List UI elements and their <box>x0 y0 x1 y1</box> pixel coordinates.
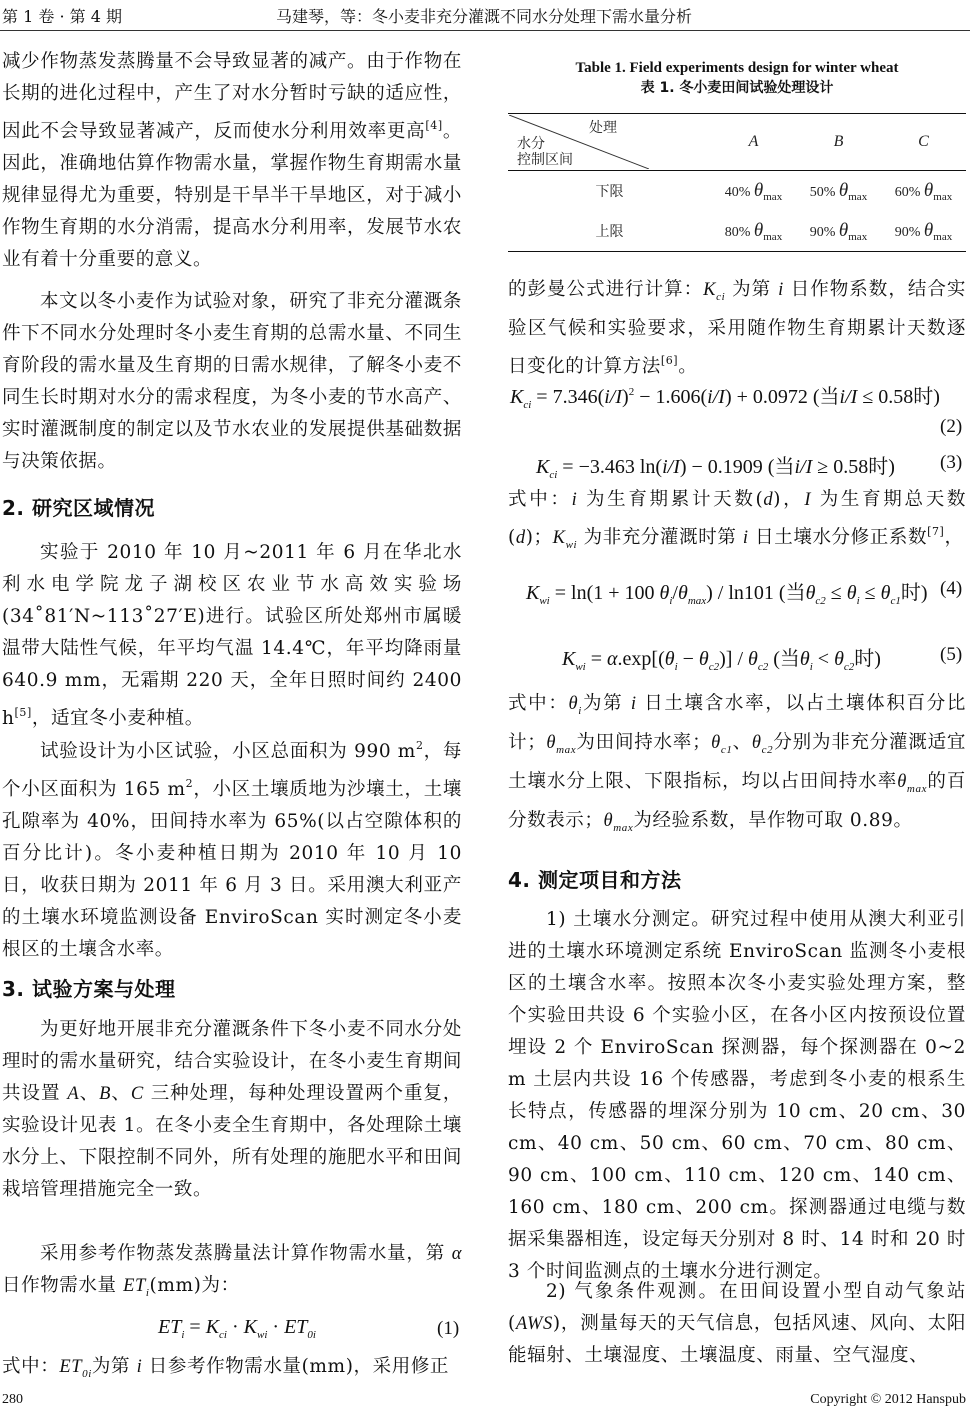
subscript: c2 <box>815 595 826 607</box>
corner-label-treatment: 处理 <box>589 121 617 136</box>
paragraph <box>2 286 462 478</box>
math-italic: i <box>630 694 637 714</box>
math-italic: i <box>778 280 784 300</box>
table-caption-en: Table 1. Field experiments design for winter wheat <box>575 60 899 76</box>
subscript: max <box>556 744 577 756</box>
row-label: 下限 <box>595 185 624 200</box>
math-italic: θ <box>748 648 758 670</box>
copyright: Copyright © 2012 Hanspub <box>810 1392 966 1407</box>
math-italic: α <box>607 648 618 670</box>
table-caption-zh: 表 1. 冬小麦田间试验处理设计 <box>640 80 834 96</box>
superscript: [7] <box>927 525 945 538</box>
journal-issue: 第 1 卷 · 第 4 期 <box>2 7 122 26</box>
text-run: 。 <box>678 356 698 377</box>
text-run: 为经验系数，旱作物可取 0.89。 <box>633 810 913 831</box>
text-run: 为非充分灌溉时第 <box>577 527 743 548</box>
table-row <box>508 171 966 212</box>
text-run: = 7.346( <box>531 386 605 408</box>
math-italic: θ <box>846 582 857 604</box>
math-italic: K <box>536 456 550 478</box>
text-run: 日作物需水量 <box>2 1275 124 1296</box>
table-header-row <box>508 114 966 171</box>
page-number: 280 <box>2 1392 23 1407</box>
table-corner-cell <box>508 114 711 171</box>
text-run: · <box>267 1316 285 1338</box>
text-run: = <box>585 648 608 670</box>
text-run: )] / <box>719 648 749 670</box>
text-run: = ln(1 + 100 <box>549 582 660 604</box>
text-run: 试验设计为小区试验，小区总面积为 990 m <box>40 741 416 762</box>
text-run: (mm)为： <box>149 1275 240 1296</box>
section-heading: 4. 测定项目和方法 <box>508 868 682 892</box>
subscript: max <box>933 190 953 203</box>
section-heading: 2. 研究区域情况 <box>2 496 155 520</box>
math-italic: i/I <box>662 456 680 478</box>
math-italic: i/I <box>839 386 858 408</box>
corner-label-water: 水分 <box>517 137 545 152</box>
paragraph <box>508 484 966 561</box>
superscript: 2 <box>185 777 194 790</box>
text-run: ≤ <box>859 582 881 604</box>
math-italic: θ <box>664 648 675 670</box>
column-header: A <box>748 133 759 150</box>
text-run: / <box>672 582 678 604</box>
math-italic: ET <box>123 1276 146 1296</box>
text-run: = −3.463 ln( <box>557 456 663 478</box>
percent-value: 60% <box>894 184 921 200</box>
subscript: max <box>848 190 868 203</box>
text-run: ) + 0.0972 (当 <box>724 386 840 408</box>
text-run: 为生育期累计天数( <box>577 489 764 510</box>
math-italic: θ <box>677 582 688 604</box>
math-italic: θ <box>546 733 557 753</box>
text-run: ) / ln101 (当 <box>706 582 806 604</box>
math-italic: θ <box>698 648 709 670</box>
text-run: 2) 气象条件观测。在田间设置小型自动气象站( <box>508 1281 966 1334</box>
text-run: 实验于 2010 年 10 月~2011 年 6 月在华北水利水电学院龙子湖校区农业节水高效实验场(34˚81′N~113˚27′E)进行。试验区所处郑州市属暖温带大陆性气候，年平均气温 14.4℃，年平均降雨量 640.9 mm，无霜期 220 天，全年日照时间约 2400 h <box>2 542 462 729</box>
superscript: [5] <box>14 706 32 719</box>
equation-number: (3) <box>940 452 963 473</box>
text-run: 。因此，准确地估算作物需水量，掌握作物生育期需水量规律显得尤为重要，特别是干旱半干旱地区，对于减小作物生育期的水分消需，提高水分利用率，发展节水农业有着十分重要的意义。 <box>2 121 462 270</box>
equation-number: (4) <box>940 578 963 599</box>
table-cell <box>711 211 796 252</box>
subscript: max <box>763 230 783 243</box>
text-run: )，测量每天的天气信息，包括风速、风向、太阳能辐射、土壤湿度、土壤温度、雨量、空气湿度、 <box>508 1313 966 1366</box>
equation-1 <box>158 1316 316 1341</box>
math-italic: I <box>804 490 812 510</box>
text-run: ) <box>622 386 629 408</box>
math-italic: i/I <box>794 456 813 478</box>
math-italic: θ <box>568 694 579 714</box>
paragraph <box>508 688 966 844</box>
column-header: C <box>918 133 929 150</box>
math-italic: θ <box>880 582 891 604</box>
text-run: < <box>812 648 835 670</box>
math-italic: K <box>552 528 566 548</box>
subscript: wi <box>257 1329 268 1341</box>
theta-symbol: θ <box>838 219 849 241</box>
text-run: 为第 <box>91 1356 137 1377</box>
percent-value: 80% <box>724 224 751 240</box>
text-run: − <box>677 648 699 670</box>
subscript: max <box>906 783 928 795</box>
text-run: · <box>226 1316 244 1338</box>
text-run: )； <box>525 527 553 548</box>
subscript: c2 <box>843 661 855 673</box>
subscript: ci <box>219 1329 227 1341</box>
math-italic: K <box>526 582 540 604</box>
theta-symbol: θ <box>753 219 764 241</box>
text-run: 、 <box>732 732 752 753</box>
text-run: 为田间持水率； <box>576 732 712 753</box>
math-italic: d <box>515 528 526 548</box>
text-run: ，适宜冬小麦种植。 <box>31 708 204 729</box>
subscript: max <box>687 595 707 607</box>
superscript: 2 <box>415 739 424 752</box>
experiment-design-table <box>508 113 966 252</box>
math-italic: θ <box>805 582 816 604</box>
math-italic: i <box>742 528 749 548</box>
paragraph <box>508 1276 966 1372</box>
math-italic: ET <box>284 1316 308 1338</box>
subscript: max <box>613 822 634 834</box>
text-run: 采用参考作物蒸发蒸腾量法计算作物需水量，第 <box>40 1243 452 1264</box>
text-run: 1) 土壤水分测定。研究过程中使用从澳大利亚引进的土壤水环境测定系统 EnviroScan 监测冬小麦根区的土壤含水率。按照本次冬小麦实验处理方案，整个实验田共设 6 个实验小区，在各小区内按预设位置埋设 2 个 EnviroScan 探测器，每个探测器在 0~2 m 土层内共设 16 个传感器，考虑到冬小麦的根系生长特点，传感器的埋深分别为 10 cm、20 cm、30 cm、40 cm、50 cm、60 cm、70 cm、80 cm、90 cm、100 cm、110 cm、120 cm、140 cm、160 cm、180 cm、200 cm。探测器通过电缆与数据采集器相连，设定每天分别对 8 时、14 时和 20 时 3 个时间监测点的土壤水分进行测定。 <box>508 909 966 1282</box>
table-row <box>508 211 966 252</box>
text-run: 日作物系数，结合实验区气候和实验要求，采用随作物生育期累计天数逐日变化的计算方法 <box>508 279 966 377</box>
subscript: i <box>856 595 860 607</box>
percent-value: 90% <box>809 224 836 240</box>
text-run: 式中： <box>508 693 569 714</box>
table-cell <box>796 171 881 212</box>
text-run: 、 <box>79 1083 100 1104</box>
paragraph <box>2 730 462 966</box>
math-italic: K <box>510 386 524 408</box>
text-run: ≤ <box>825 582 847 604</box>
percent-value: 90% <box>894 224 921 240</box>
math-italic: K <box>243 1316 257 1338</box>
text-run: ，小区土壤质地为沙壤土，土壤孔隙率为 40%，田间持水率为 65%(以占空隙体积的百分比计)。冬小麦种植日期为 2010 年 10 月 10 日，收获日期为 2011 年 6 月 3 日。采用澳大利亚产的土壤水环境监测设备 EnviroScan 实时测定冬小麦根区的土壤含水率。 <box>2 779 462 960</box>
theta-symbol: θ <box>923 219 934 241</box>
text-run: 三种处理，每种处理设置两个重复，实验设计见表 1。在冬小麦全生育期中，各处理除土壤水分上、下限控制不同外，所有处理的施肥水平和田间栽培管理措施完全一致。 <box>2 1083 463 1200</box>
table-cell <box>881 171 966 212</box>
math-italic: K <box>703 280 717 300</box>
theta-symbol: θ <box>923 179 934 201</box>
math-italic: A <box>67 1084 80 1104</box>
subscript: i <box>145 1287 150 1299</box>
subscript: c1 <box>890 595 901 607</box>
math-italic: i <box>571 490 578 510</box>
math-italic: α <box>451 1244 462 1264</box>
subscript: wi <box>539 595 550 607</box>
text-run: ≥ 0.58时) <box>812 456 895 478</box>
math-italic: i <box>136 1357 143 1377</box>
subscript: ci <box>716 291 726 303</box>
math-italic: θ <box>751 733 762 753</box>
math-italic: θ <box>603 811 614 831</box>
subscript: i <box>674 661 678 673</box>
paragraph <box>2 1014 462 1206</box>
running-header <box>0 0 970 31</box>
text-run: = <box>184 1316 206 1338</box>
subscript: i <box>809 661 813 673</box>
superscript: [6] <box>660 354 679 367</box>
subscript: max <box>933 230 953 243</box>
text-run: 日土壤水分修正系数 <box>748 527 928 548</box>
text-run: 为更好地开展非充分灌溉条件下冬小麦不同水分处理时的需水量研究，结合实验设计，在冬小麦生育期间共设置 <box>2 1019 462 1104</box>
math-italic: ET <box>158 1316 182 1338</box>
subscript: ci <box>549 469 558 481</box>
superscript: 2 <box>628 386 635 398</box>
paragraph <box>2 1238 462 1309</box>
paragraph <box>2 46 462 276</box>
equation-5 <box>562 642 881 673</box>
subscript: i <box>669 595 673 607</box>
equation-2 <box>510 380 940 411</box>
text-run: ) − 0.1909 (当 <box>679 456 795 478</box>
running-title: 马建琴，等：冬小麦非充分灌溉不同水分处理下需水量分析 <box>276 7 693 26</box>
subscript: max <box>763 190 783 203</box>
subscript: 0i <box>82 1368 92 1380</box>
math-italic: θ <box>834 648 844 670</box>
text-run: 为生育期总天数( <box>508 489 966 548</box>
text-run: ，每个小区面积为 165 m <box>2 741 462 800</box>
column-header: B <box>833 133 844 150</box>
subscript: i <box>578 705 582 717</box>
math-italic: θ <box>799 648 810 670</box>
text-run: 日土壤含水率，以占土壤体积百分比计； <box>508 693 966 753</box>
equation-4 <box>526 576 928 607</box>
math-italic: θ <box>711 733 721 753</box>
percent-value: 40% <box>724 184 751 200</box>
math-italic: i/I <box>707 386 725 408</box>
math-italic: K <box>205 1316 220 1338</box>
text-run: 时) <box>900 582 928 604</box>
math-italic: d <box>763 490 774 510</box>
text-run: 时) <box>854 648 881 670</box>
paragraph <box>2 537 462 735</box>
text-run: 为第 <box>725 279 779 300</box>
equation-number: (5) <box>940 644 963 665</box>
row-label: 上限 <box>595 225 624 240</box>
subscript: c1 <box>720 744 733 756</box>
subscript: c2 <box>757 661 769 673</box>
subscript: max <box>848 230 868 243</box>
table-cell <box>881 211 966 252</box>
text-run: 日参考作物需水量(mm)，采用修正 <box>142 1356 450 1377</box>
text-run: 、 <box>111 1083 131 1104</box>
superscript: [4] <box>425 119 443 132</box>
text-run: (当 <box>768 648 800 670</box>
table-cell <box>796 211 881 252</box>
text-run: 减少作物蒸发蒸腾量不会导致显著的减产。由于作物在长期的进化过程中，产生了对水分暂时亏缺的适应性，因此不会导致显著减产，反而使水分利用效率更高 <box>2 51 462 142</box>
equation-3 <box>536 450 895 481</box>
theta-symbol: θ <box>838 179 849 201</box>
text-run: 分别为非充分灌溉适宜土壤水分上限、下限指标，均以占田间持水率 <box>508 732 966 792</box>
percent-value: 50% <box>809 184 836 200</box>
subscript: i <box>181 1329 185 1341</box>
subscript: 0i <box>307 1329 316 1341</box>
text-run: 的彭曼公式进行计算： <box>508 279 704 300</box>
subscript: c2 <box>761 744 774 756</box>
text-run: .exp[( <box>617 648 665 670</box>
paragraph <box>2 1351 462 1390</box>
subscript: c2 <box>708 661 720 673</box>
subscript: wi <box>565 539 578 551</box>
paragraph <box>508 904 966 1288</box>
text-run: 式中： <box>508 489 572 510</box>
math-italic: ET <box>59 1357 83 1377</box>
subscript: ci <box>523 399 532 411</box>
text-run: 的百分数表示； <box>508 771 966 831</box>
theta-symbol: θ <box>753 179 764 201</box>
math-italic: AWS <box>515 1314 553 1334</box>
paragraph <box>508 274 966 383</box>
equation-number: (2) <box>940 416 963 437</box>
text-run: 本文以冬小麦作为试验对象，研究了非充分灌溉条件下不同水分处理时冬小麦生育期的总需水量、不同生育阶段的需水量及生育期的日需水规律，了解冬小麦不同生长时期对水分的需求程度，为冬小麦的节水高产、实时灌溉制度的制定以及节水农业的发展提供基础数据与决策依据。 <box>2 291 462 472</box>
math-italic: B <box>99 1084 111 1104</box>
math-italic: K <box>562 648 576 670</box>
text-run: )， <box>773 489 805 510</box>
text-run: ， <box>944 527 964 548</box>
corner-label-range: 控制区间 <box>517 153 573 168</box>
math-italic: θ <box>659 582 670 604</box>
text-run: − 1.606( <box>634 386 708 408</box>
math-italic: i/I <box>604 386 623 408</box>
subscript: wi <box>575 661 586 673</box>
text-run: 为第 <box>581 693 631 714</box>
table-cell <box>711 171 796 212</box>
text-run: 式中： <box>2 1356 60 1377</box>
section-heading: 3. 试验方案与处理 <box>2 977 176 1001</box>
math-italic: C <box>130 1084 144 1104</box>
math-italic: θ <box>897 772 907 792</box>
equation-number: (1) <box>437 1318 460 1339</box>
text-run: ≤ 0.58时) <box>857 386 940 408</box>
